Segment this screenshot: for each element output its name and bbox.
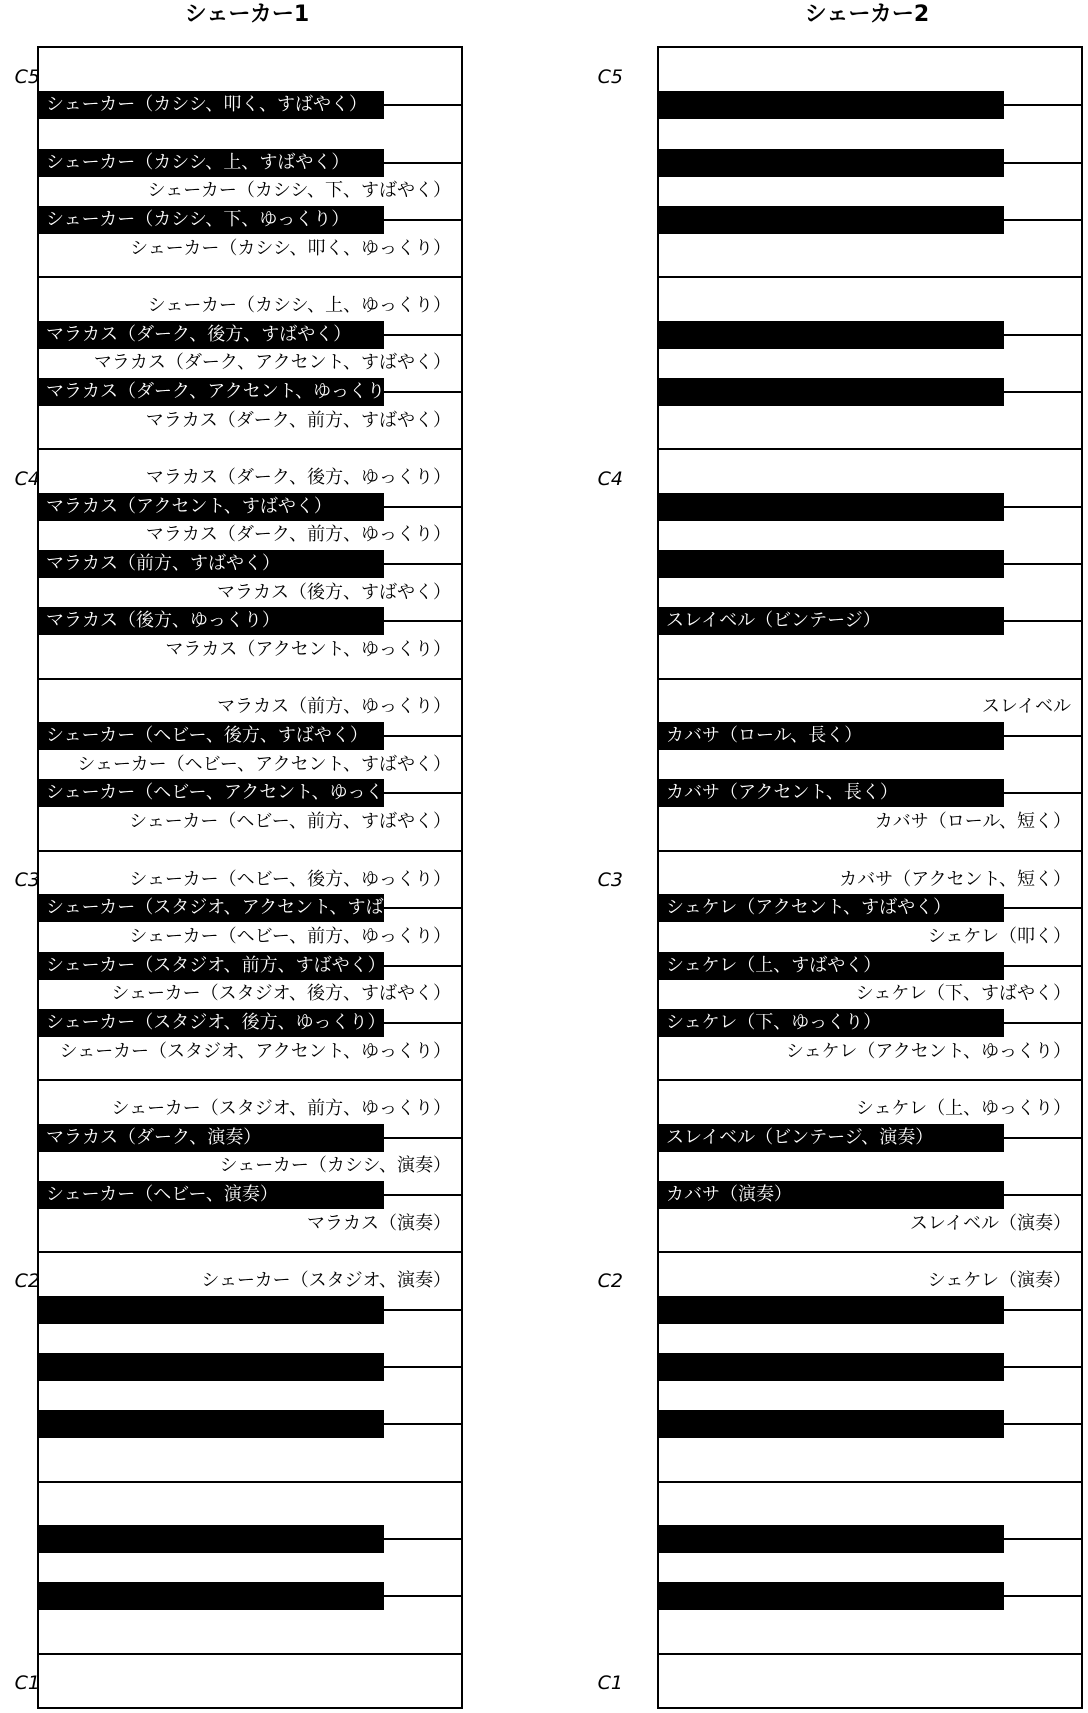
black-key xyxy=(39,952,384,980)
black-key xyxy=(39,1410,384,1438)
white-key-label: シェーカー（カシシ、上、ゆっくり） xyxy=(147,295,451,317)
black-key-label: シェーカー（スタジオ、アクセント、すばやく） xyxy=(46,897,438,919)
octave-label: C4 xyxy=(14,467,40,490)
black-key xyxy=(659,206,1004,234)
white-key-label: シェケレ（演奏） xyxy=(927,1269,1071,1291)
black-key xyxy=(659,952,1004,980)
black-key-label: カバサ（演奏） xyxy=(666,1183,792,1205)
black-key-label: シェケレ（下、ゆっくり） xyxy=(666,1011,882,1033)
white-key-divider xyxy=(659,276,1081,278)
white-key-label: シェーカー（スタジオ、アクセント、ゆっくり） xyxy=(59,1040,451,1062)
black-key xyxy=(659,1181,1004,1209)
key-boundary-line xyxy=(384,162,461,164)
white-key-divider xyxy=(39,448,461,450)
white-key-label: シェーカー（スタジオ、演奏） xyxy=(201,1269,451,1291)
black-key xyxy=(39,1009,384,1037)
white-key-label: シェーカー（カシシ、演奏） xyxy=(219,1155,451,1177)
white-key-label: カバサ（アクセント、短く） xyxy=(839,868,1071,890)
octave-label: C3 xyxy=(14,869,40,891)
key-boundary-line xyxy=(1004,1595,1081,1597)
key-boundary-line xyxy=(384,506,461,508)
white-key-label: シェーカー（カシシ、叩く、ゆっくり） xyxy=(130,237,451,259)
black-key xyxy=(659,91,1004,119)
black-key xyxy=(39,1124,384,1152)
black-key xyxy=(39,779,420,807)
key-boundary-line xyxy=(1004,1538,1081,1540)
black-key xyxy=(39,1582,384,1610)
black-key-label: シェーカー（ヘビー、演奏） xyxy=(46,1183,278,1205)
key-boundary-line xyxy=(384,391,461,393)
white-key-label: マラカス（ダーク、前方、すばやく） xyxy=(145,409,451,431)
key-boundary-line xyxy=(1004,162,1081,164)
octave-label: C2 xyxy=(597,1270,623,1293)
octave-label: C4 xyxy=(597,467,623,490)
white-key-divider xyxy=(39,1653,461,1655)
white-key-label: マラカス（前方、ゆっくり） xyxy=(217,696,451,718)
white-key-label: マラカス（後方、すばやく） xyxy=(217,581,451,603)
black-key xyxy=(39,206,384,234)
white-key-divider xyxy=(39,276,461,278)
white-key-label: シェーカー（スタジオ、後方、すばやく） xyxy=(111,983,451,1005)
black-key xyxy=(659,894,1004,922)
black-key-label: シェーカー（ヘビー、後方、すばやく） xyxy=(46,725,368,747)
white-key-divider xyxy=(39,678,461,680)
black-key-label: マラカス（前方、すばやく） xyxy=(46,553,280,575)
white-key-label: マラカス（アクセント、ゆっくり） xyxy=(165,639,451,661)
key-boundary-line xyxy=(1004,907,1081,909)
key-boundary-line xyxy=(384,735,461,737)
black-key xyxy=(659,722,1004,750)
key-boundary-line xyxy=(1004,104,1081,106)
key-boundary-line xyxy=(384,1423,461,1425)
white-key-divider xyxy=(659,1079,1081,1081)
black-key-label: マラカス（ダーク、後方、すばやく） xyxy=(46,323,352,345)
black-key xyxy=(39,1181,384,1209)
black-key xyxy=(659,1582,1004,1610)
key-boundary-line xyxy=(1004,1194,1081,1196)
white-key-label: マラカス（ダーク、後方、ゆっくり） xyxy=(145,467,451,489)
black-key-label: シェーカー（カシシ、叩く、すばやく） xyxy=(46,94,368,116)
black-key-label: カバサ（アクセント、長く） xyxy=(666,782,898,804)
key-boundary-line xyxy=(384,1137,461,1139)
key-boundary-line xyxy=(1004,965,1081,967)
black-key xyxy=(659,378,1004,406)
black-key xyxy=(39,894,438,922)
black-key-label: シェーカー（カシシ、上、すばやく） xyxy=(46,151,350,173)
black-key xyxy=(39,321,384,349)
key-boundary-line xyxy=(384,907,461,909)
key-map xyxy=(37,46,463,1709)
key-boundary-line xyxy=(384,965,461,967)
black-key xyxy=(39,91,384,119)
white-key-label: シェケレ（上、ゆっくり） xyxy=(855,1097,1071,1119)
black-key xyxy=(39,607,384,635)
black-key xyxy=(659,1009,1004,1037)
black-key xyxy=(39,1296,384,1324)
black-key-label: シェケレ（アクセント、すばやく） xyxy=(666,897,952,919)
white-key-divider xyxy=(659,1481,1081,1483)
white-key-divider xyxy=(659,448,1081,450)
white-key-label: シェーカー（スタジオ、前方、ゆっくり） xyxy=(111,1097,451,1119)
octave-label: C1 xyxy=(14,1671,40,1694)
black-key-label: マラカス（ダーク、演奏） xyxy=(46,1126,262,1148)
octave-label: C1 xyxy=(597,1671,623,1694)
key-boundary-line xyxy=(1004,1309,1081,1311)
key-boundary-line xyxy=(1004,219,1081,221)
black-key xyxy=(659,321,1004,349)
black-key xyxy=(39,1525,384,1553)
white-key-label: シェーカー（ヘビー、アクセント、すばやく） xyxy=(77,753,451,775)
black-key-label: スレイベル（ビンテージ、演奏） xyxy=(666,1126,934,1148)
white-key-label: マラカス（ダーク、前方、ゆっくり） xyxy=(145,524,451,546)
black-key xyxy=(659,607,1004,635)
black-key xyxy=(659,1525,1004,1553)
white-key-label: シェーカー（ヘビー、後方、ゆっくり） xyxy=(129,868,451,890)
black-key-label: マラカス（ダーク、アクセント、ゆっくり） xyxy=(46,381,403,403)
key-boundary-line xyxy=(1004,334,1081,336)
black-key-label: マラカス（後方、ゆっくり） xyxy=(46,610,280,632)
black-key xyxy=(659,1353,1004,1381)
black-key-label: シェケレ（上、すばやく） xyxy=(666,954,882,976)
white-key-divider xyxy=(39,1079,461,1081)
key-boundary-line xyxy=(384,1309,461,1311)
black-key-label: マラカス（アクセント、すばやく） xyxy=(46,495,332,517)
key-boundary-line xyxy=(1004,620,1081,622)
white-key-label: スレイベル xyxy=(981,696,1071,718)
black-key xyxy=(659,149,1004,177)
keyboard-title: シェーカー1 xyxy=(184,2,310,27)
octave-label: C2 xyxy=(14,1270,40,1293)
key-boundary-line xyxy=(384,620,461,622)
black-key xyxy=(39,493,384,521)
black-key xyxy=(39,378,403,406)
black-key xyxy=(659,779,1004,807)
black-key xyxy=(659,550,1004,578)
white-key-label: カバサ（ロール、短く） xyxy=(874,811,1071,833)
black-key-label: スレイベル（ビンテージ） xyxy=(666,610,881,632)
key-boundary-line xyxy=(1004,563,1081,565)
key-boundary-line xyxy=(1004,1366,1081,1368)
key-boundary-line xyxy=(1004,1022,1081,1024)
white-key-label: シェケレ（アクセント、ゆっくり） xyxy=(786,1040,1071,1062)
key-boundary-line xyxy=(384,1366,461,1368)
key-boundary-line xyxy=(1004,506,1081,508)
white-key-divider xyxy=(659,1653,1081,1655)
black-key xyxy=(39,550,384,578)
black-key-label: シェーカー（スタジオ、前方、すばやく） xyxy=(46,954,386,976)
key-boundary-line xyxy=(384,104,461,106)
key-boundary-line xyxy=(384,792,461,794)
black-key xyxy=(659,493,1004,521)
octave-label: C5 xyxy=(597,66,623,89)
key-boundary-line xyxy=(1004,735,1081,737)
black-key-label: シェーカー（スタジオ、後方、ゆっくり） xyxy=(46,1011,386,1033)
white-key-label: シェケレ（叩く） xyxy=(927,925,1071,947)
black-key-label: シェーカー（ヘビー、アクセント、ゆっくり） xyxy=(46,782,420,804)
key-boundary-line xyxy=(1004,1137,1081,1139)
key-boundary-line xyxy=(384,334,461,336)
black-key xyxy=(39,1353,384,1381)
black-key xyxy=(39,722,384,750)
black-key-label: シェーカー（カシシ、下、ゆっくり） xyxy=(46,209,350,231)
octave-label: C3 xyxy=(597,869,623,891)
white-key-label: マラカス（演奏） xyxy=(307,1212,451,1234)
black-key xyxy=(659,1410,1004,1438)
white-key-divider xyxy=(39,1481,461,1483)
black-key xyxy=(659,1124,1004,1152)
octave-label: C5 xyxy=(14,66,40,89)
white-key-label: マラカス（ダーク、アクセント、すばやく） xyxy=(93,352,451,374)
key-boundary-line xyxy=(384,1022,461,1024)
key-boundary-line xyxy=(384,219,461,221)
black-key-label: カバサ（ロール、長く） xyxy=(666,725,863,747)
white-key-label: シェケレ（下、すばやく） xyxy=(855,983,1071,1005)
key-boundary-line xyxy=(384,1194,461,1196)
white-key-label: シェーカー（ヘビー、前方、すばやく） xyxy=(129,811,451,833)
white-key-divider xyxy=(659,1251,1081,1253)
key-boundary-line xyxy=(384,563,461,565)
key-map xyxy=(657,46,1083,1709)
white-key-label: シェーカー（ヘビー、前方、ゆっくり） xyxy=(129,925,451,947)
white-key-divider xyxy=(39,1251,461,1253)
key-boundary-line xyxy=(384,1595,461,1597)
key-boundary-line xyxy=(384,1538,461,1540)
white-key-label: スレイベル（演奏） xyxy=(909,1212,1071,1234)
key-boundary-line xyxy=(1004,391,1081,393)
white-key-label: シェーカー（カシシ、下、すばやく） xyxy=(147,180,451,202)
key-boundary-line xyxy=(1004,1423,1081,1425)
white-key-divider xyxy=(659,850,1081,852)
black-key xyxy=(39,149,384,177)
white-key-divider xyxy=(39,850,461,852)
keyboard-title: シェーカー2 xyxy=(804,2,930,27)
white-key-divider xyxy=(659,678,1081,680)
key-boundary-line xyxy=(1004,792,1081,794)
black-key xyxy=(659,1296,1004,1324)
